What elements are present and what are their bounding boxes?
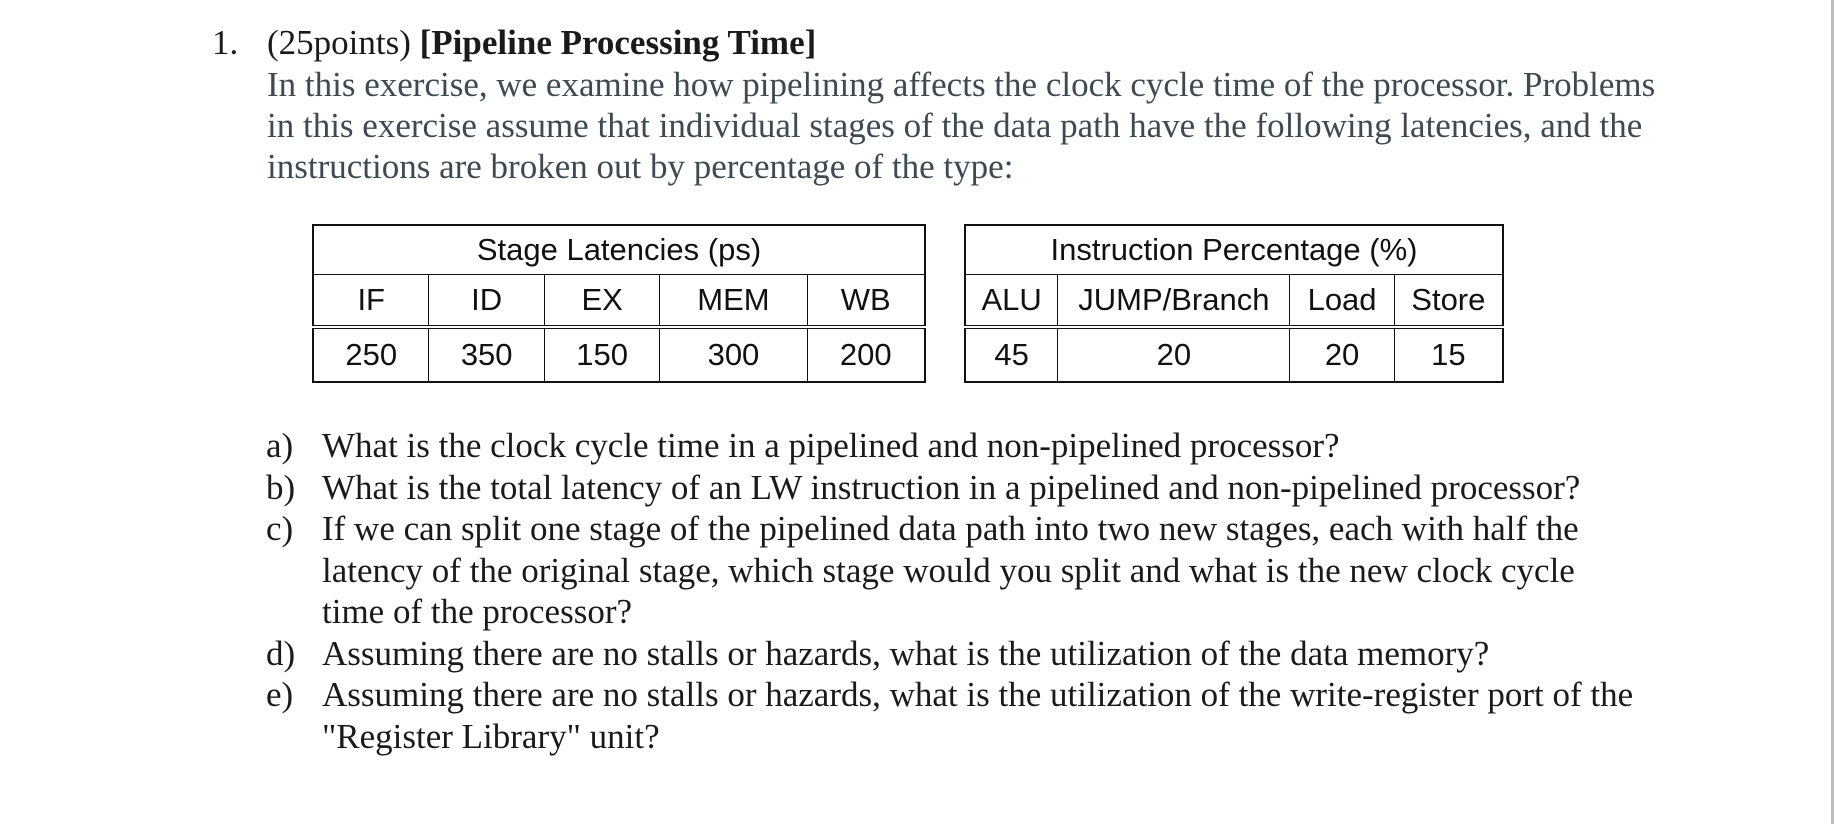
subquestion-c: [266, 508, 1636, 633]
subquestion-b: [266, 467, 1636, 509]
latency-header-if: IF: [313, 275, 429, 328]
latency-header-wb: WB: [807, 275, 925, 328]
instruction-header-store: Store: [1394, 275, 1503, 328]
instruction-header-load: Load: [1290, 275, 1394, 328]
subquestion-text: Assuming there are no stalls or hazards, what is the utilization of the data memory?: [322, 633, 1490, 673]
latency-value-id: 350: [429, 327, 544, 382]
subquestion-text: What is the total latency of an LW instruction in a pipelined and non-pipelined processor?: [322, 467, 1581, 507]
subquestion-text: If we can split one stage of the pipelined data path into two new stages, each with half the latency of the original stage, which stage would you split and what is the new clock cycle time of the processor?: [322, 509, 1579, 631]
instruction-value-alu: 45: [965, 327, 1058, 382]
latency-table-caption: Stage Latencies (ps): [313, 225, 925, 275]
subquestion-e: [266, 674, 1636, 757]
subquestion-letter: a): [266, 426, 294, 465]
instruction-percentage-table: [964, 224, 1504, 383]
latency-value-if: 250: [313, 327, 429, 382]
latency-header-ex: EX: [544, 275, 659, 328]
subquestion-text: What is the clock cycle time in a pipelined and non-pipelined processor?: [322, 426, 1340, 465]
question-body: [267, 22, 1797, 187]
latency-value-mem: 300: [660, 327, 807, 382]
subquestion-text: Assuming there are no stalls or hazards, what is the utilization of the write-register port of the "Register Library" unit?: [322, 675, 1634, 756]
subquestion-letter: c): [266, 509, 294, 548]
latency-header-mem: MEM: [660, 275, 807, 328]
instruction-table-caption: Instruction Percentage (%): [965, 225, 1503, 275]
instruction-value-store: 15: [1394, 327, 1503, 382]
question-title: [267, 22, 1797, 64]
question-number: 1.: [212, 23, 239, 62]
instruction-header-alu: ALU: [965, 275, 1058, 328]
question-points: (25points): [267, 23, 411, 62]
subquestion-list: [266, 425, 1636, 757]
subquestion-letter: d): [266, 633, 296, 673]
question-intro: In this exercise, we examine how pipelining affects the clock cycle time of the processor. Problems in this exercise assume that individual stages of the data path have the following latencies, and the instructions are broken out by percentage of the type:: [267, 65, 1656, 186]
instruction-header-jump-branch: JUMP/Branch: [1058, 275, 1290, 328]
instruction-value-jump-branch: 20: [1058, 327, 1290, 382]
subquestion-d: [266, 633, 1636, 675]
instruction-value-load: 20: [1290, 327, 1394, 382]
stage-latency-table: [312, 224, 926, 383]
latency-header-id: ID: [429, 275, 544, 328]
subquestion-a: [266, 425, 1636, 467]
question-heading: [Pipeline Processing Time]: [419, 23, 817, 62]
subquestion-letter: b): [266, 467, 296, 507]
subquestion-letter: e): [266, 675, 294, 714]
latency-value-wb: 200: [807, 327, 925, 382]
latency-value-ex: 150: [544, 327, 659, 382]
